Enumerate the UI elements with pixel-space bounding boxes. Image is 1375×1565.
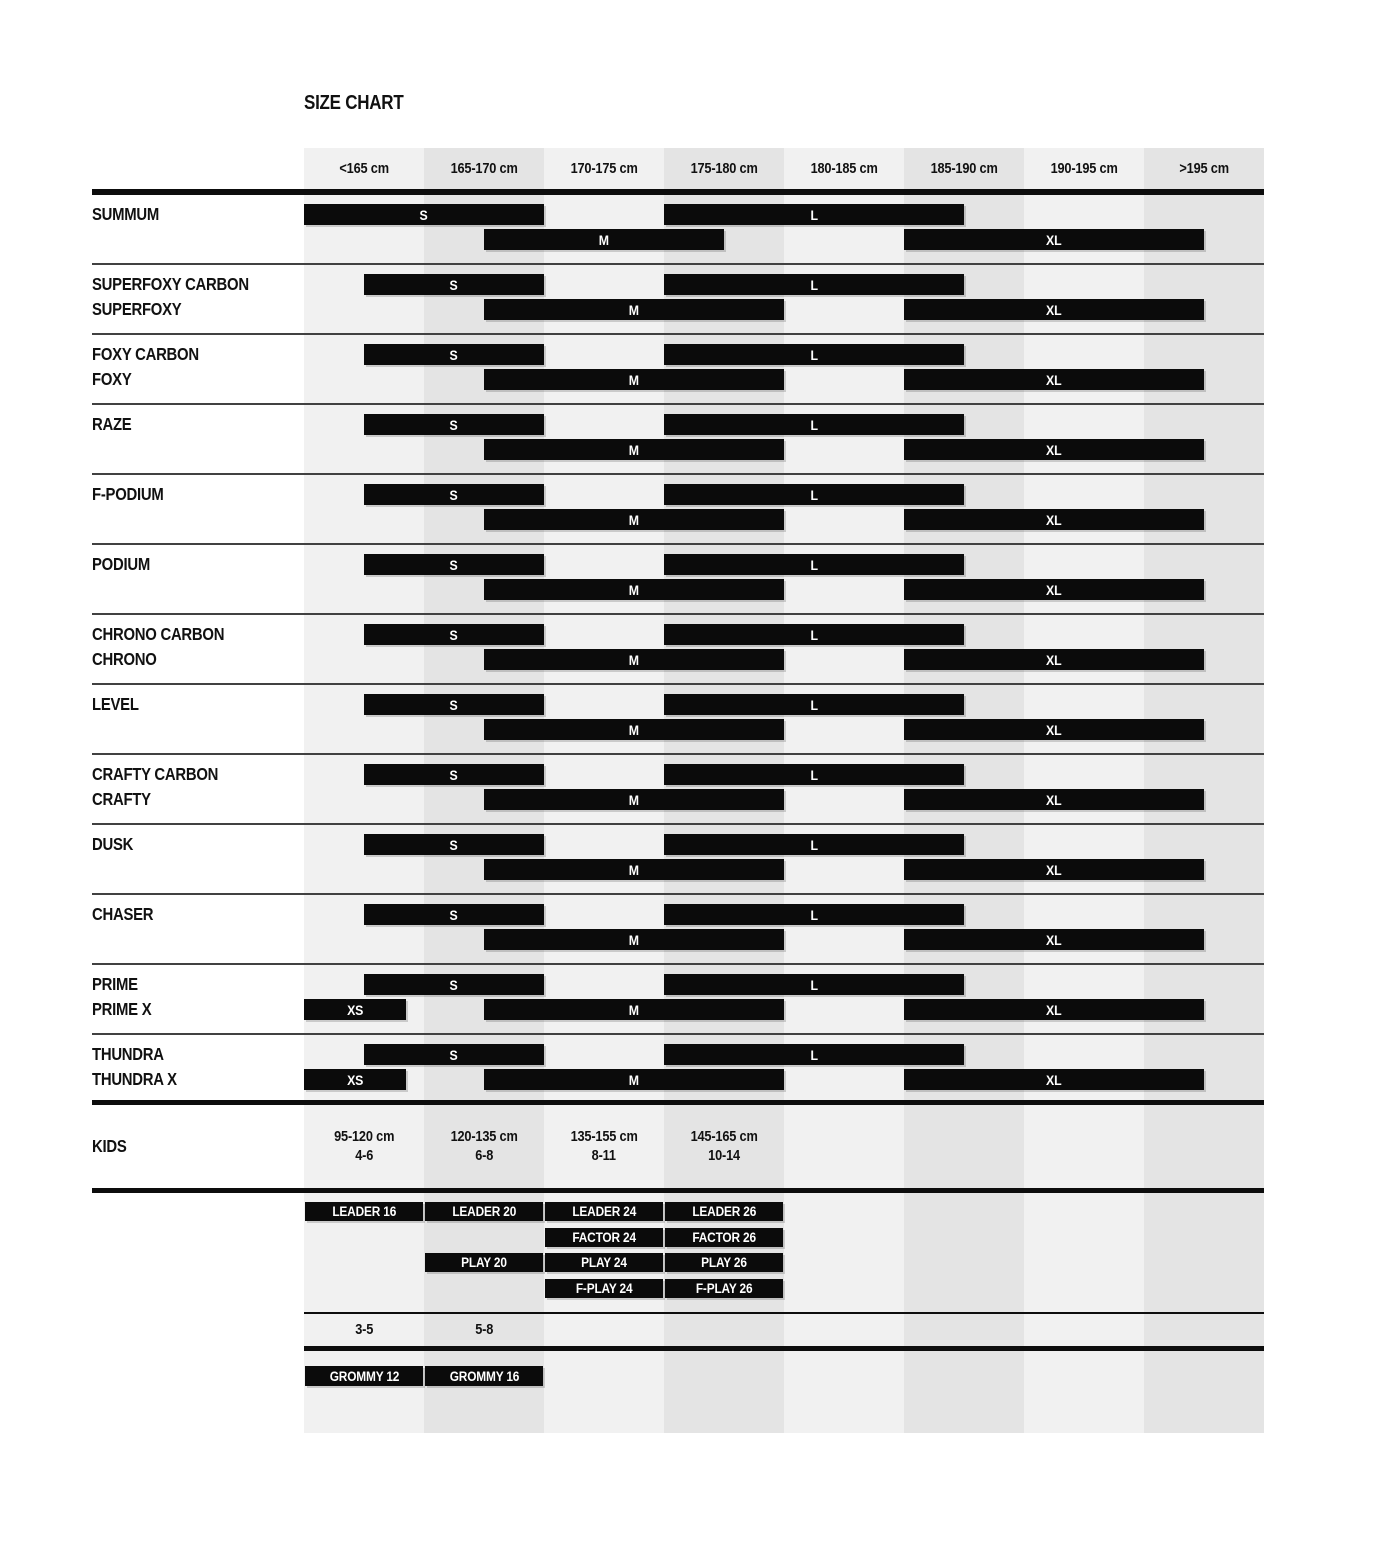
model-name [92, 649, 304, 670]
kids-column-header-empty [1144, 1105, 1264, 1188]
model-name [92, 484, 304, 505]
size-bar-xl-label: XL [1046, 721, 1062, 738]
size-bar-xs [304, 1069, 406, 1090]
column-header [424, 148, 544, 189]
model-row [92, 685, 1264, 755]
size-bar-m-label: M [628, 511, 640, 528]
model-row-bars [304, 545, 1264, 613]
size-bar-l-label: L [810, 416, 818, 433]
kids-height-range: 135-155 cm [570, 1128, 638, 1145]
column-header [1024, 148, 1144, 189]
column-header-label: 190-195 cm [1050, 160, 1118, 177]
column-header [1144, 148, 1264, 189]
size-bar-m-label: M [628, 581, 640, 598]
kids-age-cell [424, 1314, 544, 1346]
model-name-text: F-PODIUM [92, 484, 164, 504]
model-row-bars [304, 825, 1264, 893]
column-header [904, 148, 1024, 189]
model-row-bars [304, 195, 1264, 263]
model-name [92, 624, 304, 645]
size-bar-xl-label: XL [1046, 371, 1062, 388]
size-bar-xl-label: XL [1046, 651, 1062, 668]
size-bar-m-label: M [628, 931, 640, 948]
size-bar-l-label: L [810, 556, 818, 573]
size-bar-l-label: L [810, 906, 818, 923]
size-bar-m [484, 719, 784, 740]
size-bar-xl-label: XL [1046, 511, 1062, 528]
kids-bike-bar-label: PLAY 20 [461, 1255, 507, 1270]
size-bar-s-label: S [449, 556, 459, 573]
model-row [92, 895, 1264, 965]
size-bar-l [664, 344, 964, 365]
model-row-labels [92, 405, 304, 473]
size-bar-s [364, 414, 544, 435]
size-bar-xs-label: XS [346, 1071, 363, 1088]
model-row-labels [92, 755, 304, 823]
size-bar-s [364, 554, 544, 575]
kids-bike-bar [425, 1202, 543, 1221]
size-bar-m [484, 579, 784, 600]
size-bar-l-label: L [810, 696, 818, 713]
model-name [92, 834, 304, 855]
column-header [304, 148, 424, 189]
model-row-bars [304, 615, 1264, 683]
kids-bike-bar [665, 1253, 783, 1272]
size-bar-xl [904, 999, 1204, 1020]
size-bar-xl-label: XL [1046, 791, 1062, 808]
kids-bike-bar [665, 1202, 783, 1221]
size-bar-xl [904, 369, 1204, 390]
size-bar-s [364, 1044, 544, 1065]
column-header-label: 175-180 cm [690, 160, 758, 177]
size-bar-m [484, 369, 784, 390]
size-bar-l [664, 834, 964, 855]
model-row-labels [92, 475, 304, 543]
size-bar-s-label: S [449, 906, 459, 923]
size-bar-s [364, 344, 544, 365]
column-header-label: >195 cm [1179, 160, 1229, 177]
model-name [92, 554, 304, 575]
model-row [92, 965, 1264, 1035]
size-bar-m [484, 439, 784, 460]
size-bar-s [364, 904, 544, 925]
size-bar-l [664, 554, 964, 575]
size-bar-s [304, 204, 544, 225]
kids-bike-bar [305, 1202, 423, 1221]
kids-bike-bar [665, 1279, 783, 1298]
kids-column-header [304, 1105, 424, 1188]
model-name [92, 299, 304, 320]
model-name-text: SUPERFOXY CARBON [92, 274, 249, 294]
model-name [92, 204, 304, 225]
size-bar-xs-label: XS [346, 1001, 363, 1018]
size-bar-l-label: L [810, 626, 818, 643]
kids-bike-bar-label: F-PLAY 26 [695, 1281, 753, 1296]
size-bar-xs [304, 999, 406, 1020]
kids-column-header-empty [904, 1105, 1024, 1188]
size-bar-l-label: L [810, 1046, 818, 1063]
size-bar-m [484, 999, 784, 1020]
kids-age-range: 10-14 [708, 1147, 740, 1164]
model-name [92, 414, 304, 435]
size-bar-m-label: M [628, 791, 640, 808]
kids-height-range: 145-165 cm [690, 1128, 758, 1145]
size-bar-m [484, 299, 784, 320]
model-name [92, 274, 304, 295]
model-row-labels [92, 545, 304, 613]
model-name-text: FOXY CARBON [92, 344, 199, 364]
size-bar-s-label: S [449, 976, 459, 993]
model-row [92, 755, 1264, 825]
model-row [92, 195, 1264, 265]
column-header-label: 180-185 cm [810, 160, 878, 177]
model-row-labels [92, 825, 304, 893]
kids-bike-bar [665, 1228, 783, 1247]
size-bar-m [484, 859, 784, 880]
model-row-labels [92, 335, 304, 403]
size-bar-l-label: L [810, 976, 818, 993]
kids-column-header-empty [784, 1105, 904, 1188]
size-bar-s-label: S [449, 696, 459, 713]
kids-header-band [92, 1105, 1264, 1188]
kids-bike-bar-label: LEADER 26 [692, 1204, 756, 1219]
column-header [664, 148, 784, 189]
model-rows [92, 195, 1264, 1105]
size-bar-m-label: M [628, 721, 640, 738]
model-name [92, 1069, 304, 1090]
grommy-bike-bar [305, 1366, 423, 1386]
model-name-text: CHRONO [92, 649, 157, 669]
size-bar-xl-label: XL [1046, 441, 1062, 458]
model-name-text: CRAFTY CARBON [92, 764, 219, 784]
size-bar-l [664, 1044, 964, 1065]
size-bar-l [664, 764, 964, 785]
size-bar-m [484, 789, 784, 810]
kids-bike-bar-label: F-PLAY 24 [575, 1281, 633, 1296]
grommy-bike-bar-label: GROMMY 12 [329, 1368, 399, 1384]
model-row-labels [92, 195, 304, 263]
model-name [92, 764, 304, 785]
size-bar-l [664, 204, 964, 225]
size-bar-m-label: M [628, 1001, 640, 1018]
model-name-text: SUMMUM [92, 204, 160, 224]
kids-age-range: 4-6 [355, 1147, 373, 1164]
model-name-text: PRIME X [92, 999, 152, 1019]
size-bar-xl [904, 299, 1204, 320]
model-name-text: FOXY [92, 369, 132, 389]
column-headers [304, 148, 1264, 189]
size-bar-xl [904, 649, 1204, 670]
kids-bike-bars [304, 1193, 1264, 1312]
kids-bike-bar-label: PLAY 26 [701, 1255, 747, 1270]
size-bar-l-label: L [810, 206, 818, 223]
model-name-text: SUPERFOXY [92, 299, 182, 319]
model-row-bars [304, 405, 1264, 473]
kids-bike-bar-label: LEADER 24 [572, 1204, 636, 1219]
model-row [92, 1035, 1264, 1105]
model-name-text: THUNDRA [92, 1044, 164, 1064]
kids-height-range: 95-120 cm [333, 1128, 395, 1145]
model-row-bars [304, 755, 1264, 823]
size-bar-s-label: S [449, 416, 459, 433]
size-bar-s-label: S [449, 836, 459, 853]
column-header-label: 185-190 cm [930, 160, 998, 177]
model-name [92, 904, 304, 925]
kids-bike-bar [425, 1253, 543, 1272]
model-row [92, 475, 1264, 545]
model-row-bars [304, 685, 1264, 753]
model-name [92, 344, 304, 365]
kids-bike-bar-label: LEADER 16 [332, 1204, 396, 1219]
kids-column-header-empty [1024, 1105, 1144, 1188]
model-row-labels [92, 895, 304, 963]
model-name-text: DUSK [92, 834, 134, 854]
size-bar-s [364, 974, 544, 995]
model-row-labels [92, 685, 304, 753]
size-bar-l [664, 904, 964, 925]
model-row [92, 825, 1264, 895]
size-bar-s-label: S [449, 626, 459, 643]
model-name-text: PODIUM [92, 554, 150, 574]
model-name-text: CHASER [92, 904, 154, 924]
model-row [92, 265, 1264, 335]
size-bar-xl-label: XL [1046, 1001, 1062, 1018]
size-bar-s-label: S [449, 276, 459, 293]
model-name-text: LEVEL [92, 694, 139, 714]
size-bar-m [484, 649, 784, 670]
age-row-bottom-line [304, 1346, 1264, 1351]
model-row-labels [92, 265, 304, 333]
size-bar-xl [904, 929, 1204, 950]
size-bar-xl [904, 859, 1204, 880]
size-bar-m-label: M [628, 371, 640, 388]
column-header-label: 170-175 cm [570, 160, 638, 177]
size-bar-xl-label: XL [1046, 581, 1062, 598]
size-bar-s [364, 624, 544, 645]
kids-column-headers [304, 1105, 1264, 1188]
kids-divider-line [92, 1188, 1264, 1193]
kids-bike-bar [545, 1228, 663, 1247]
kids-age-row [304, 1314, 1264, 1346]
size-bar-l [664, 414, 964, 435]
model-row-bars [304, 265, 1264, 333]
size-bar-xl [904, 229, 1204, 250]
size-bar-l-label: L [810, 836, 818, 853]
size-bar-m-label: M [628, 1071, 640, 1088]
size-bar-s-label: S [449, 486, 459, 503]
size-bar-m-label: M [628, 861, 640, 878]
size-bar-xl [904, 579, 1204, 600]
model-row-bars [304, 965, 1264, 1033]
kids-column-header [424, 1105, 544, 1188]
kids-bike-bar [545, 1279, 663, 1298]
size-bar-l-label: L [810, 766, 818, 783]
size-bar-m [484, 229, 724, 250]
size-bar-xl-label: XL [1046, 861, 1062, 878]
model-name-text: CHRONO CARBON [92, 624, 225, 644]
size-bar-s [364, 694, 544, 715]
model-name-text: CRAFTY [92, 789, 151, 809]
column-header [784, 148, 904, 189]
kids-age-range: 6-8 [475, 1147, 493, 1164]
kids-age-cell-label: 5-8 [475, 1322, 493, 1338]
model-name [92, 974, 304, 995]
size-bar-m-label: M [628, 651, 640, 668]
model-name [92, 789, 304, 810]
size-bar-l-label: L [810, 346, 818, 363]
model-row-labels [92, 1035, 304, 1100]
model-row-bars [304, 335, 1264, 403]
grommy-bars [304, 1366, 1264, 1386]
size-bar-s-label: S [449, 766, 459, 783]
size-bar-m-label: M [628, 301, 640, 318]
model-row-labels [92, 965, 304, 1033]
kids-age-range: 8-11 [591, 1147, 617, 1164]
size-bar-s [364, 764, 544, 785]
kids-bike-bar-label: PLAY 24 [581, 1255, 627, 1270]
grommy-bike-bar-label: GROMMY 16 [449, 1368, 519, 1384]
model-name-text: THUNDRA X [92, 1069, 177, 1089]
model-name-text: PRIME [92, 974, 138, 994]
size-bar-s [364, 274, 544, 295]
size-bar-s-label: S [449, 1046, 459, 1063]
size-bar-l [664, 974, 964, 995]
kids-height-range: 120-135 cm [450, 1128, 518, 1145]
size-bar-m [484, 1069, 784, 1090]
model-name [92, 999, 304, 1020]
size-bar-xl-label: XL [1046, 1071, 1062, 1088]
model-row [92, 545, 1264, 615]
model-row-labels [92, 615, 304, 683]
size-bar-xl [904, 719, 1204, 740]
size-bar-l [664, 624, 964, 645]
model-row [92, 335, 1264, 405]
kids-age-cell-label: 3-5 [355, 1322, 373, 1338]
size-bar-m [484, 509, 784, 530]
model-row-bars [304, 1035, 1264, 1100]
size-bar-m-label: M [598, 231, 610, 248]
model-row-bars [304, 895, 1264, 963]
size-bar-m [484, 929, 784, 950]
model-row [92, 615, 1264, 685]
size-bar-xl [904, 509, 1204, 530]
kids-column-header [664, 1105, 784, 1188]
model-row [92, 405, 1264, 475]
size-bar-xl [904, 1069, 1204, 1090]
kids-bike-bar-label: LEADER 20 [452, 1204, 516, 1219]
grommy-bike-bar [425, 1366, 543, 1386]
header-divider-line [92, 189, 1264, 195]
page-title: SIZE CHART [304, 92, 404, 114]
age-row-top-line [304, 1312, 1264, 1314]
size-bar-s [364, 834, 544, 855]
model-name [92, 369, 304, 390]
size-bar-xl-label: XL [1046, 931, 1062, 948]
kids-age-cell [304, 1314, 424, 1346]
column-header [544, 148, 664, 189]
size-bar-xl [904, 439, 1204, 460]
column-header-label: <165 cm [339, 160, 389, 177]
model-name [92, 694, 304, 715]
size-bar-l-label: L [810, 276, 818, 293]
size-bar-s [364, 484, 544, 505]
size-bar-s-label: S [419, 206, 429, 223]
size-bar-l [664, 274, 964, 295]
kids-bike-bar-label: FACTOR 24 [572, 1230, 636, 1245]
size-bar-l [664, 694, 964, 715]
kids-bike-bar-label: FACTOR 26 [692, 1230, 756, 1245]
size-bar-xl-label: XL [1046, 301, 1062, 318]
kids-section-title: KIDS [92, 1136, 127, 1156]
model-row-bars [304, 475, 1264, 543]
size-bar-l-label: L [810, 486, 818, 503]
model-name [92, 1044, 304, 1065]
size-bar-xl [904, 789, 1204, 810]
size-bar-m-label: M [628, 441, 640, 458]
size-bar-s-label: S [449, 346, 459, 363]
size-bar-l [664, 484, 964, 505]
kids-column-header [544, 1105, 664, 1188]
kids-bike-bar [545, 1202, 663, 1221]
kids-bike-bar [545, 1253, 663, 1272]
column-header-label: 165-170 cm [450, 160, 518, 177]
size-bar-xl-label: XL [1046, 231, 1062, 248]
model-name-text: RAZE [92, 414, 132, 434]
